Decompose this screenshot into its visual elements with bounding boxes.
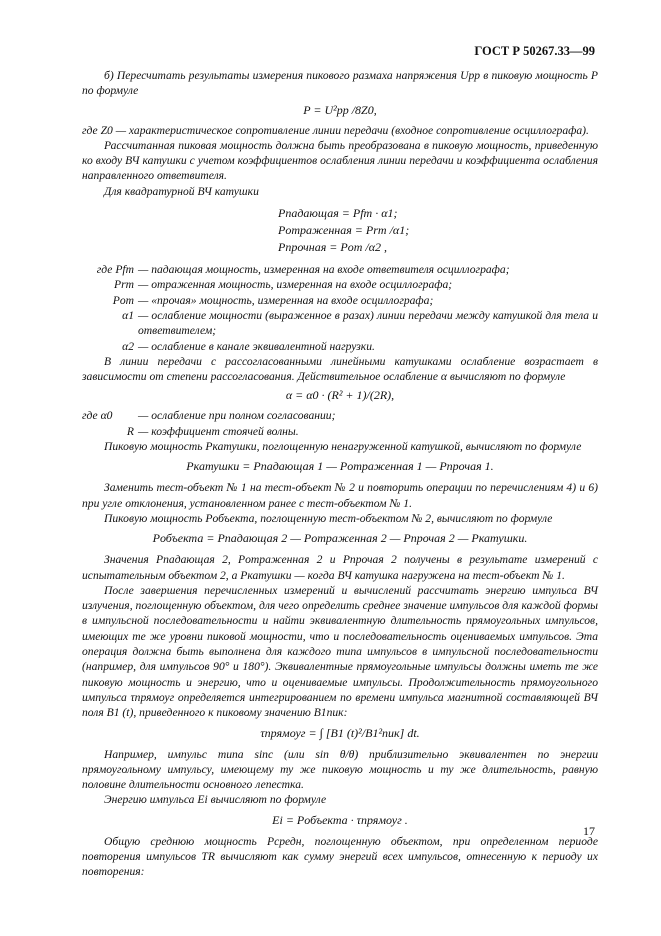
- paragraph-sinc-example: Например, импульс типа sinc (или sin θ/θ) приблизительно эквивалентен по энергии прямоугольному импульсу, имеющему ту же пиковую мощность и ту же длительность, равную половине длительности основного лепестка.: [82, 747, 598, 792]
- formula-other-power: Pпрочная = Pот /α2 ,: [278, 240, 388, 255]
- definition-text: — ослабление мощности (выраженное в разах) линии передачи между катушкой для тела и ответвителем;: [138, 308, 598, 338]
- definition-label: Pот: [112, 293, 134, 307]
- definition-row: [82, 277, 598, 292]
- definition-row: [82, 339, 598, 354]
- paragraph-recalc-peak: б) Пересчитать результаты измерения пикового размаха напряжения Upp в пиковую мощность P по формуле: [82, 69, 598, 98]
- definition-label: Prm: [114, 278, 134, 292]
- definition-row: [82, 424, 598, 439]
- paragraph-pulse-energy-method: После завершения перечисленных измерений и вычислений рассчитать энергию импульса ВЧ излучения, поглощенную объектом, для чего определить среднее значение импульсов для каждой формы в импульсной последовательности и найти эквивалентную длительность прямоугольных импульсов, имеющих те же уровни пиковой мощности, что и последовательность оцениваемых импульсов. Эта операция должна быть выполнена для каждого типа импульсов в импульсной последовательности (например, для импульсов 90° и 180°). Эквивалентные прямоугольные импульсы должны иметь те же пиковую мощность и энергию, что и оцениваемые импульсы. Продолжительность прямоугольного импульса τпрямоуг определяется интегрированием по времени импульса магнитной составляющей ВЧ поля B1 (t), приведенного к пиковому значению B1пик:: [82, 583, 598, 720]
- formula-object-power: Pобъекта = Pпадающая 2 — Pотраженная 2 — Pпрочая 2 — Pкатушки.: [152, 531, 528, 546]
- formula-attenuation: α = α0 · (R² + 1)/(2R),: [285, 388, 395, 403]
- paragraph-average-power: Общую среднюю мощность Pсредн, поглощенную объектом, при определенном периоде повторения импульсов TR вычисляют как сумму энергий всех импульсов, отнесенную к периоду их повторения:: [82, 834, 598, 879]
- paragraph-replace-test-object: Заменить тест-объект № 1 на тест-объект № 2 и повторить операции по перечислениям 4) и 6) при угле отклонения, установленном ранее с тест-объектом № 1.: [82, 481, 598, 510]
- definition-text: — ослабление при полном согласовании;: [138, 409, 336, 423]
- document-header: ГОСТ Р 50267.33—99: [474, 44, 595, 58]
- paragraph-values-note: Значения Pпадающая 2, Pотраженная 2 и Pпрочая 2 получены в результате измерений с испытательным объектом 2, а Pкатушки — когда ВЧ катушка нагружена на тест-объект № 1.: [82, 553, 598, 582]
- definition-row: [82, 293, 598, 308]
- formula-peak-power: P = U²pp /8Z0,: [303, 102, 377, 117]
- definition-text: — «прочая» мощность, измеренная на входе осциллографа;: [138, 293, 434, 307]
- formula-rect-duration: τпрямоуг = ∫ [B1 (t)²/B1²пик] dt.: [260, 725, 420, 740]
- definition-row: [82, 408, 598, 423]
- formula-incident-power: Pпадающая = Pfm · α1;: [278, 206, 398, 221]
- formula-coil-power: Pкатушки = Pпадающая 1 — Pотраженная 1 — Pпрочая 1.: [186, 459, 494, 474]
- definitions-list-powers: [82, 262, 598, 354]
- definition-text: — коэффициент стоячей волны.: [138, 424, 299, 438]
- formula-group-powers: [278, 205, 598, 256]
- definition-label: где Pfm: [96, 263, 134, 277]
- page-number: 17: [583, 824, 595, 838]
- definition-text: — отраженная мощность, измеренная на входе осциллографа;: [138, 278, 453, 292]
- document-body: [82, 68, 598, 880]
- paragraph-coil-peak-power: Пиковую мощность Pкатушки, поглощенную ненагруженной катушкой, вычисляют по формуле: [104, 440, 582, 454]
- definition-label: α1: [122, 308, 134, 322]
- paragraph-quadrature-coil: Для квадратурной ВЧ катушки: [104, 184, 259, 198]
- definition-text: — падающая мощность, измеренная на входе ответвителя осциллографа;: [138, 263, 510, 277]
- definition-row: [82, 308, 598, 339]
- definition-label: где α0: [82, 409, 113, 423]
- paragraph-peak-conversion: Рассчитанная пиковая мощность должна быть преобразована в пиковую мощность, приведенную ко входу ВЧ катушки с учетом коэффициентов ослабления линии передачи и коэффициента ослабления направленного ответвителя.: [82, 138, 598, 183]
- paragraph-z0-definition: где Z0 — характеристическое сопротивление линии передачи (входное сопротивление осциллографа).: [82, 123, 589, 137]
- definition-row: [82, 262, 598, 277]
- formula-reflected-power: Pотраженная = Prm /α1;: [278, 223, 410, 238]
- definition-label: α2: [122, 339, 134, 353]
- formula-pulse-energy: Ei = Pобъекта · τпрямоуг .: [272, 812, 408, 827]
- definition-text: — ослабление в канале эквивалентной нагрузки.: [138, 339, 375, 353]
- paragraph-object-peak-power: Пиковую мощность Pобъекта, поглощенную тест-объектом № 2, вычисляют по формуле: [104, 511, 553, 525]
- paragraph-mismatch-attenuation: В линии передачи с рассогласованными линейными катушками ослабление возрастает в зависимости от степени рассогласования. Действительное ослабление α вычисляют по формуле: [82, 354, 598, 384]
- definition-label: R: [126, 424, 134, 438]
- paragraph-pulse-energy: Энергию импульса Ei вычисляют по формуле: [104, 793, 327, 807]
- definitions-list-attenuation: [82, 408, 598, 439]
